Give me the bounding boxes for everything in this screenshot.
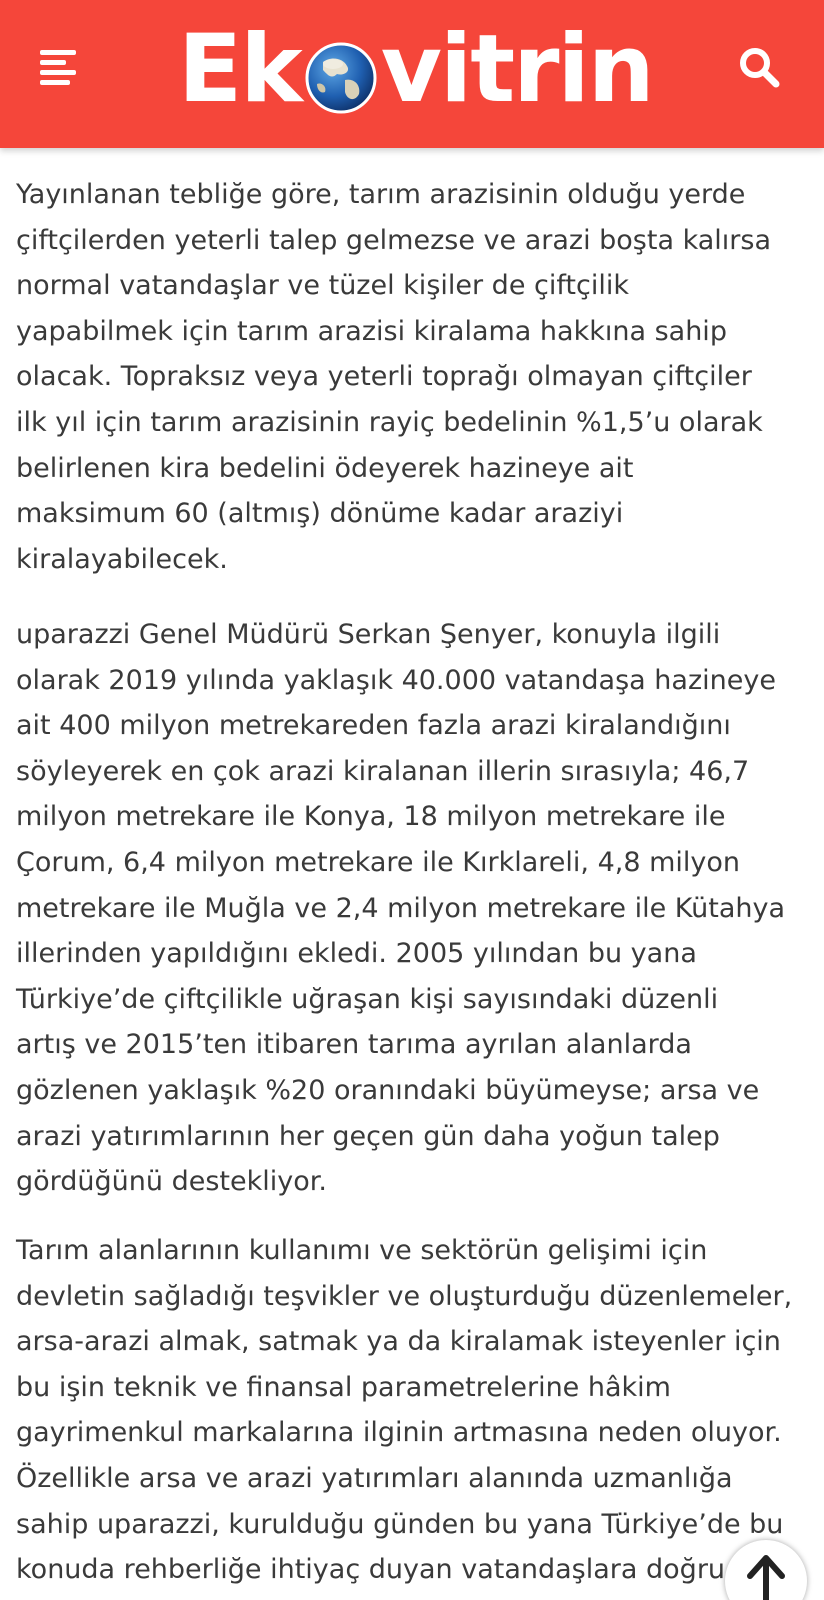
hamburger-menu-button[interactable] <box>38 46 82 90</box>
site-logo[interactable] <box>178 15 653 124</box>
logo-text-suffix: vitrin <box>380 15 653 124</box>
site-header <box>0 0 824 148</box>
article-paragraph-2: uparazzi Genel Müdürü Serkan Şenyer, konuyla ilgili olarak 2019 yılında yaklaşık 40.000 vatandaşa hazineye ait 400 milyon metrekareden fazla arazi kiralandığını söyleyerek en çok arazi kiralanan illerin sırasıyla; 46,7 milyon metrekare ile Konya, 18 milyon metrekare ile Çorum, 6,4 milyon metrekare ile Kırklareli, 4,8 milyon metrekare ile Muğla ve 2,4 milyon metrekare ile Kütahya illerinden yapıldığını ekledi. 2005 yılından bu yana Türkiye’de çiftçilikle uğraşan kişi sayısındaki düzenli artış ve 2015’ten itibaren tarıma ayrılan alanlarda gözlenen yaklaşık %20 oranındaki büyümeyse; arsa ve arazi yatırımlarının her geçen gün daha yoğun talep gördüğünü destekliyor. <box>16 619 786 1198</box>
hamburger-menu-icon <box>38 46 82 90</box>
search-icon <box>736 44 784 92</box>
logo-text-prefix: Ek <box>178 15 301 124</box>
globe-icon <box>303 38 379 114</box>
article-paragraph-1: Yayınlanan tebliğe göre, tarım arazisinin olduğu yerde çiftçilerden yeterli talep gelmezse ve arazi boşta kalırsa normal vatandaşlar ve tüzel kişiler de çiftçilik yapabilmek için tarım arazisi kiralama hakkına sahip olacak. Topraksız veya yeterli toprağı olmayan çiftçiler ilk yıl için tarım arazisinin rayiç bedelinin %1,5’u olarak belirlenen kira bedelini ödeyerek hazineye ait maksimum 60 (altmış) dönüme kadar araziyi kiralayabilecek. <box>16 179 772 575</box>
search-button[interactable] <box>736 44 784 92</box>
article-paragraph-3: Tarım alanlarının kullanımı ve sektörün gelişimi için devletin sağladığı teşvikler ve oluşturduğu düzenlemeler, arsa-arazi almak, satmak ya da kiralamak isteyenler için bu işin teknik ve finansal parametrelerine hâkim gayrimenkul markalarına ilginin artmasına neden oluyor. Özellikle arsa ve arazi yatırımları alanında uzmanlığa sahip uparazzi, kurulduğu günden bu yana Türkiye’de bu konuda rehberliğe ihtiyaç duyan vatandaşlara doğru <box>16 1235 793 1586</box>
arrow-up-icon <box>746 1554 786 1600</box>
article-body <box>0 148 824 1600</box>
